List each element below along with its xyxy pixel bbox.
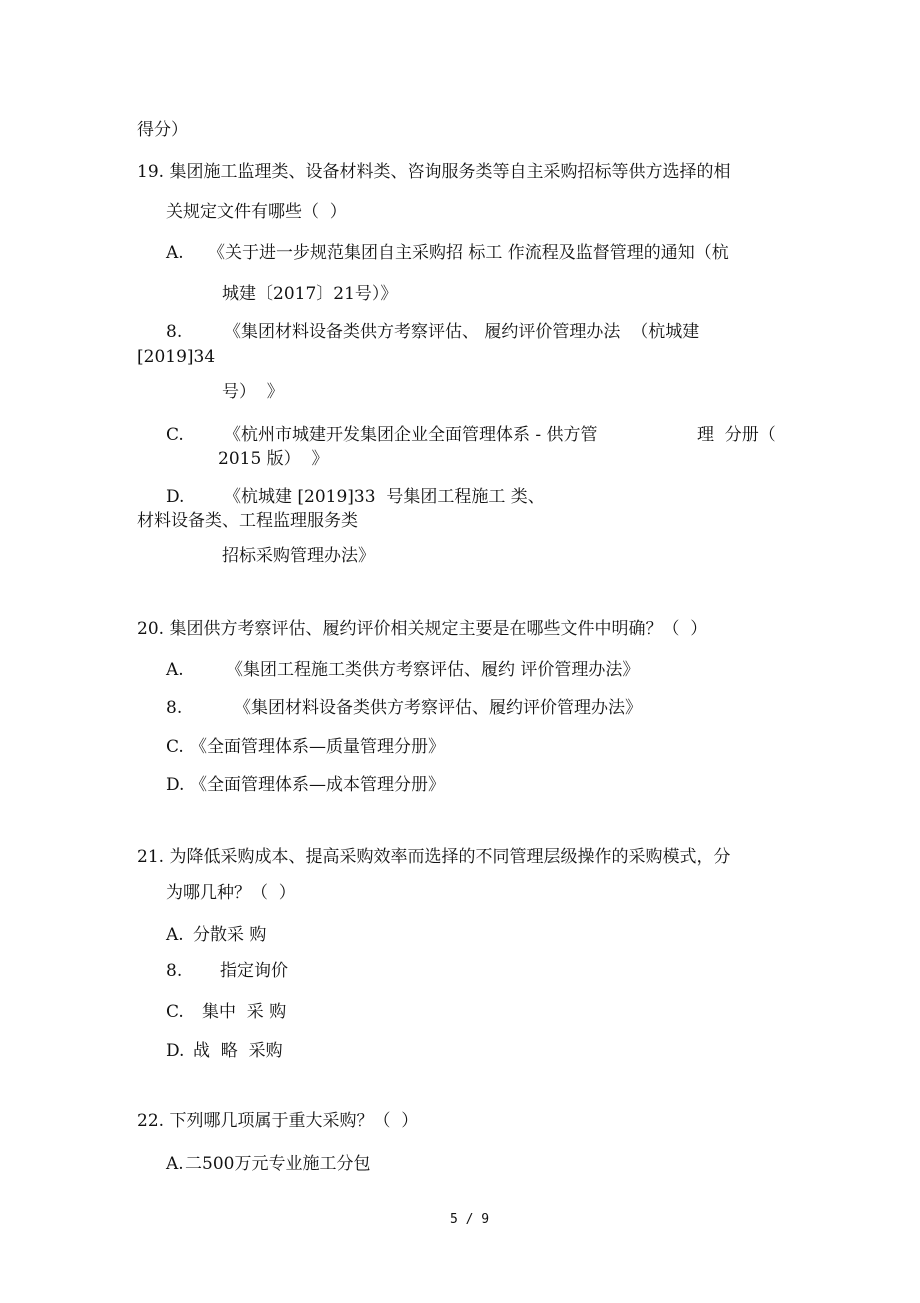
option-label: 8.: [166, 698, 183, 718]
option-label: A.: [166, 660, 184, 680]
option-text: 战 略 采购: [193, 1041, 283, 1061]
question-stem: 22. 下列哪几项属于重大采购？（ ）: [137, 1111, 419, 1131]
option-text: 《集团材料设备类供方考察评估、 履约评价管理办法 （杭城建: [224, 322, 700, 342]
option-label: D.: [166, 1041, 185, 1061]
option-text: 分散采 购: [193, 925, 267, 945]
option-text: 材料设备类、工程监理服务类: [137, 511, 358, 531]
option-text: 《全面管理体系—质量管理分册》: [190, 737, 445, 757]
option-text: 招标采购管理办法》: [222, 546, 375, 566]
option-text: 2015 版） 》: [218, 449, 329, 469]
option-text: 《杭州市城建开发集团企业全面管理体系 - 供方管: [224, 425, 598, 445]
option-text: 城建〔2017〕21号）》: [222, 284, 398, 304]
option-label: 8.: [166, 322, 183, 342]
question-stem: 21. 为降低采购成本、提高采购效率而选择的不同管理层级操作的采购模式，分: [137, 847, 731, 867]
option-text: 二500万元专业施工分包: [185, 1154, 371, 1174]
option-label: A.: [166, 1154, 184, 1174]
question-stem: 为哪几种？（ ）: [166, 883, 296, 903]
option-text: 《集团工程施工类供方考察评估、履约 评价管理办法》: [226, 660, 640, 680]
option-text: 号） 》: [222, 382, 284, 402]
continuation-text: 得分）: [137, 120, 188, 140]
option-label: C.: [166, 425, 184, 445]
option-label: A.: [166, 243, 184, 263]
option-label: A.: [166, 925, 184, 945]
option-text: 指定询价: [220, 961, 288, 981]
option-text: [2019]34: [137, 347, 216, 367]
question-stem: 关规定文件有哪些（ ）: [166, 202, 347, 222]
option-text: 《杭城建 [2019]33 号集团工程施工 类、: [224, 487, 545, 507]
option-label: D.: [166, 775, 185, 795]
page-number: 5 / 9: [450, 1212, 490, 1227]
question-stem: 19. 集团施工监理类、设备材料类、咨询服务类等自主采购招标等供方选择的相: [137, 162, 731, 182]
option-label: 8.: [166, 961, 183, 981]
option-label: D.: [166, 487, 185, 507]
option-label: C.: [166, 737, 184, 757]
option-label: C.: [166, 1002, 184, 1022]
option-text: 《关于进一步规范集团自主采购招 标工 作流程及监督管理的通知（杭: [208, 243, 729, 263]
option-text: 《集团材料设备类供方考察评估、履约评价管理办法》: [234, 698, 642, 718]
option-text: 集中 采 购: [202, 1002, 287, 1022]
option-text: 《全面管理体系—成本管理分册》: [190, 775, 445, 795]
question-stem: 20. 集团供方考察评估、履约评价相关规定主要是在哪些文件中明确？（ ）: [137, 619, 708, 639]
option-text: 理 分册（: [697, 425, 776, 445]
